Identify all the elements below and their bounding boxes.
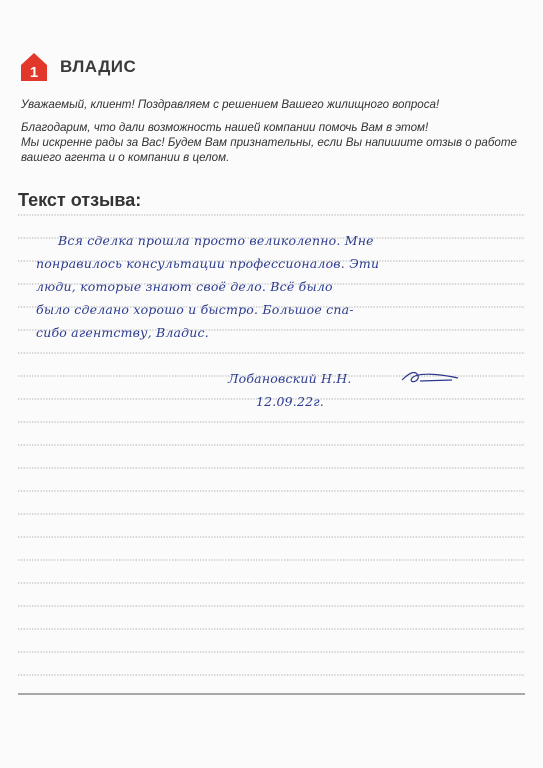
- review-line-5: сибо агентству, Владис.: [36, 325, 209, 340]
- review-line-4: было сделано хорошо и быстро. Большое спа-: [36, 302, 354, 317]
- review-date: 12.09.22г.: [256, 394, 324, 409]
- logo-digit: 1: [29, 64, 39, 81]
- review-author: Лобановский Н.Н.: [228, 371, 352, 386]
- review-line-3: люди, которые знают своё дело. Всё было: [36, 279, 333, 294]
- intro-request-1: Мы искренне рады за Вас! Будем Вам признательны, если Вы напишите отзыв о работе: [21, 136, 517, 149]
- review-title: Текст отзыва:: [18, 190, 142, 210]
- brand-name: ВЛАДИС: [60, 57, 137, 76]
- signature-icon: [400, 368, 460, 386]
- intro-greeting: Уважаемый, клиент! Поздравляем с решением Вашего жилищного вопроса!: [21, 98, 440, 111]
- review-line-2: понравилось консультации профессионалов. Эти: [36, 256, 380, 271]
- intro-request-2: вашего агента и о компании в целом.: [21, 151, 230, 164]
- intro-thanks: Благодарим, что дали возможность нашей компании помочь Вам в этом!: [21, 121, 429, 134]
- review-line-1: Вся сделка прошла просто великолепно. Мне: [58, 233, 374, 248]
